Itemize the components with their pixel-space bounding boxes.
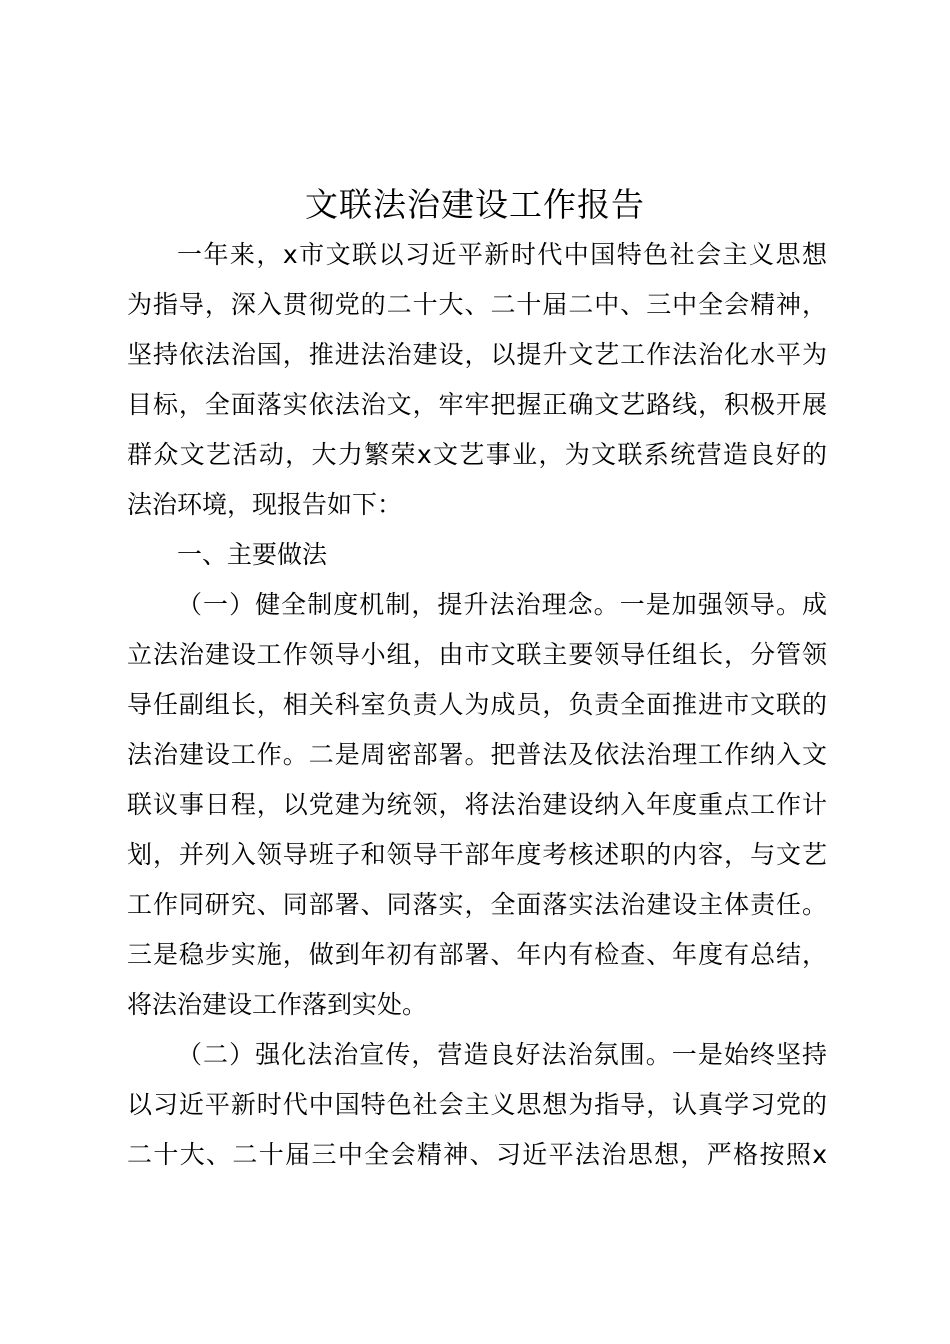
paragraph-line: （一）健全制度机制，提升法治理念。一是加强领导。成 — [177, 590, 827, 619]
paragraph-line: 将法治建设工作落到实处。 — [127, 990, 428, 1019]
paragraph-line: 联议事日程，以党建为统领，将法治建设纳入年度重点工作计 — [127, 790, 827, 819]
section-heading: 一、主要做法 — [177, 540, 328, 569]
paragraph-line: 一年来，x市文联以习近平新时代中国特色社会主义思想 — [177, 240, 827, 269]
document-title: 文联法治建设工作报告 — [305, 185, 645, 224]
paragraph-line: 划，并列入领导班子和领导干部年度考核述职的内容，与文艺 — [127, 840, 827, 869]
paragraph-line: 目标，全面落实依法治文，牢牢把握正确文艺路线，积极开展 — [127, 390, 827, 419]
paragraph-line: 工作同研究、同部署、同落实，全面落实法治建设主体责任。 — [127, 890, 827, 919]
paragraph-line: 立法治建设工作领导小组，由市文联主要领导任组长，分管领 — [127, 640, 827, 669]
paragraph-line: 为指导，深入贯彻党的二十大、二十届二中、三中全会精神， — [127, 290, 827, 319]
paragraph-line: 群众文艺活动，大力繁荣x文艺事业，为文联系统营造良好的 — [127, 440, 827, 469]
paragraph-line: 法治建设工作。二是周密部署。把普法及依法治理工作纳入文 — [127, 740, 827, 769]
paragraph-line: 三是稳步实施，做到年初有部署、年内有检查、年度有总结， — [127, 940, 827, 969]
paragraph-line: 以习近平新时代中国特色社会主义思想为指导，认真学习党的 — [127, 1090, 827, 1119]
paragraph-line: 二十大、二十届三中全会精神、习近平法治思想，严格按照x — [127, 1140, 827, 1169]
paragraph-line: 法治环境，现报告如下： — [127, 490, 403, 519]
paragraph-line: 导任副组长，相关科室负责人为成员，负责全面推进市文联的 — [127, 690, 827, 719]
paragraph-line: 坚持依法治国，推进法治建设，以提升文艺工作法治化水平为 — [127, 340, 827, 369]
paragraph-line: （二）强化法治宣传，营造良好法治氛围。一是始终坚持 — [177, 1040, 827, 1069]
